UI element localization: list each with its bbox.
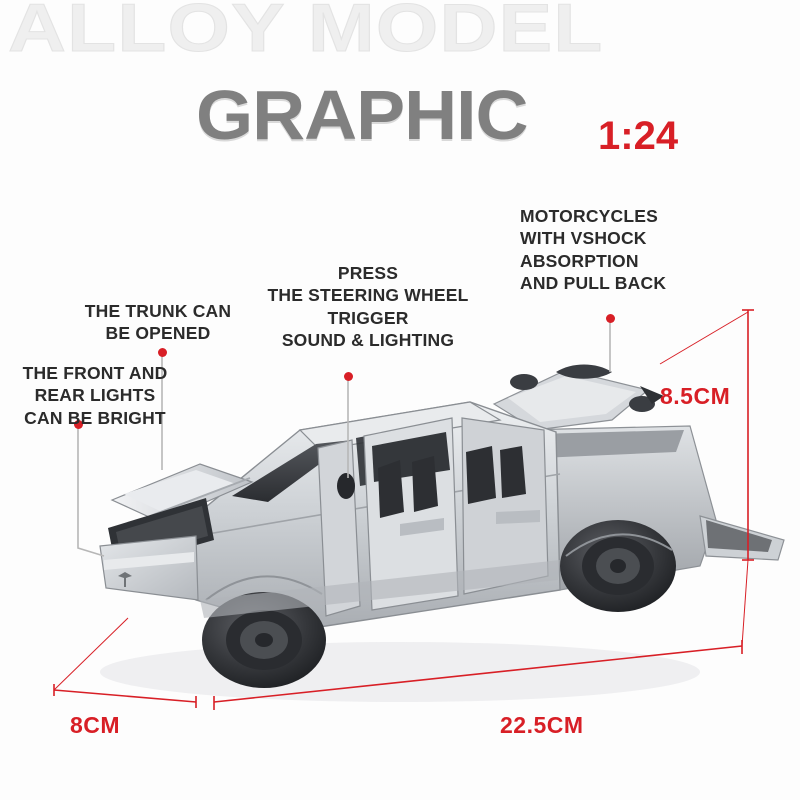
callout-trunk — [60, 300, 256, 345]
callout-steering-line1: PRESS — [337, 263, 399, 283]
watermark-heading: ALLOY MODEL — [8, 0, 604, 66]
callout-steering-line4: SOUND & LIGHTING — [281, 330, 455, 351]
callout-motorcycles-line4: AND PULL BACK — [520, 273, 667, 294]
callout-steering-line3: TRIGGER — [327, 307, 409, 328]
callout-motorcycles-line3: ABSORPTION — [520, 250, 639, 271]
dimension-height-label: 8.5CM — [660, 383, 731, 409]
scale-badge: 1:24 — [598, 114, 679, 158]
callout-lights — [0, 362, 190, 429]
callout-steering — [243, 262, 493, 352]
callout-dot-steering — [344, 372, 353, 381]
callout-motorcycles-line2: WITH VSHOCK — [520, 228, 647, 249]
callout-dot-motorcycles — [606, 314, 615, 323]
callout-motorcycles — [520, 205, 730, 295]
page-title: GRAPHIC — [196, 76, 528, 154]
dimension-length-label: 22.5CM — [500, 712, 584, 738]
dimension-width-label: 8CM — [70, 712, 121, 738]
callout-lights-line2: REAR LIGHTS — [34, 385, 156, 406]
callout-trunk-line1: THE TRUNK CAN — [84, 301, 232, 321]
callout-dot-trunk — [158, 348, 167, 357]
callout-lights-line1: THE FRONT AND — [22, 363, 168, 383]
callout-steering-line2: THE STEERING WHEEL — [267, 285, 469, 306]
callout-lights-line3: CAN BE BRIGHT — [24, 407, 166, 428]
callout-motorcycles-line1: MOTORCYCLES — [520, 206, 658, 226]
callout-trunk-line2: BE OPENED — [105, 323, 211, 344]
